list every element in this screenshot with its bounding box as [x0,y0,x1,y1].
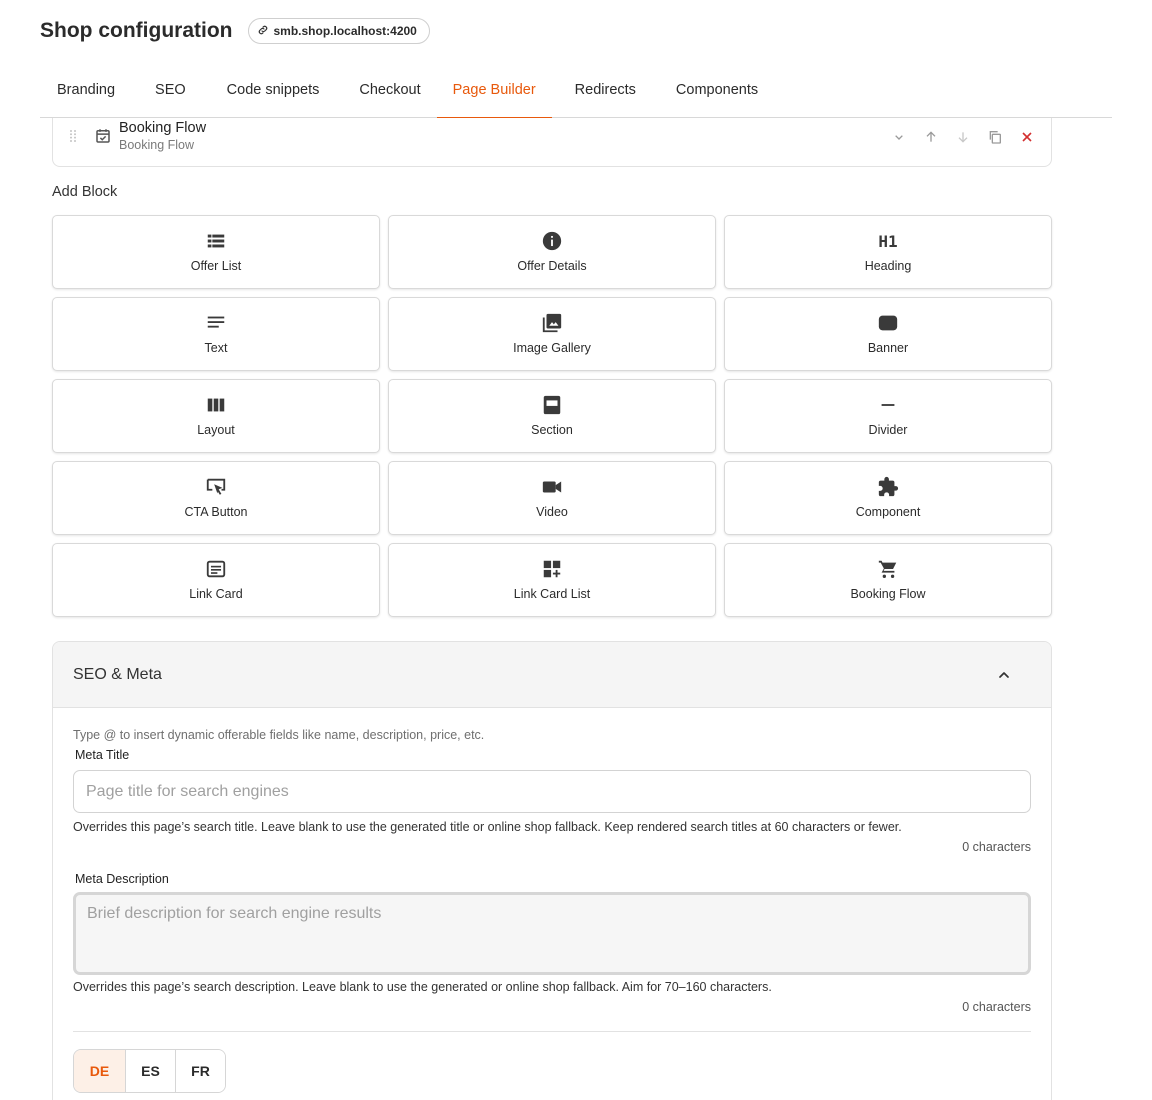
meta-description-counter: 0 characters [962,1000,1031,1014]
meta-title-counter: 0 characters [962,840,1031,854]
block-label: Offer Details [517,259,587,273]
block-row-booking-flow[interactable] [52,118,1052,167]
add-link-card-list-button[interactable] [388,543,716,617]
columns-icon [205,394,227,416]
tab-checkout[interactable]: Checkout [359,81,421,98]
add-text-button[interactable] [52,297,380,371]
block-row-actions [889,127,1037,147]
host-badge[interactable] [248,18,429,44]
expand-icon[interactable] [889,127,909,147]
add-video-button[interactable] [388,461,716,535]
move-down-icon[interactable] [953,127,973,147]
meta-title-input[interactable] [73,770,1031,813]
text-lines-icon [205,312,227,334]
tab-seo[interactable]: SEO [155,81,186,98]
h1-icon: H1 [878,231,898,251]
add-section-button[interactable] [388,379,716,453]
divider-icon [877,394,899,416]
add-image-gallery-button[interactable] [388,297,716,371]
add-layout-button[interactable] [52,379,380,453]
add-heading-button[interactable] [724,215,1052,289]
meta-description-help: Overrides this page’s search description. Leave blank to use the generated or online shop fallback. Aim for 70–160 characters. [73,980,772,994]
block-label: Link Card [189,587,243,601]
page-header [40,18,430,44]
chevron-up-icon[interactable] [989,660,1019,690]
block-grid [52,215,1052,617]
calendar-check-icon [94,127,112,145]
add-banner-button[interactable] [724,297,1052,371]
tab-components[interactable]: Components [675,81,759,98]
dynamic-fields-hint: Type @ to insert dynamic offerable fields like name, description, price, etc. [73,728,485,742]
tab-bar [40,68,1112,118]
host-label: smb.shop.localhost:4200 [273,24,417,38]
block-label: Booking Flow [850,587,926,601]
add-link-card-button[interactable] [52,543,380,617]
info-icon [541,230,563,252]
block-label: Text [204,341,228,355]
block-label: Component [855,505,921,519]
cursor-click-icon [205,476,227,498]
page-title: Shop configuration [40,19,233,42]
link-card-icon [205,558,227,580]
tab-redirects[interactable]: Redirects [574,81,636,98]
tab-branding[interactable]: Branding [57,81,116,98]
meta-description-textarea[interactable] [73,892,1031,975]
cart-icon [877,558,899,580]
block-row-subtitle: Booking Flow [119,138,195,152]
add-booking-flow-button[interactable] [724,543,1052,617]
photo-library-icon [541,312,563,334]
add-offer-list-button[interactable] [52,215,380,289]
add-cta-button-button[interactable] [52,461,380,535]
move-up-icon[interactable] [921,127,941,147]
language-switcher [73,1049,226,1093]
block-label: Layout [197,423,235,437]
drag-handle-icon[interactable] [69,129,77,143]
link-icon [257,24,269,39]
add-divider-button[interactable] [724,379,1052,453]
delete-icon[interactable] [1017,127,1037,147]
block-label: Link Card List [513,587,591,601]
seo-meta-header[interactable] [53,642,1051,708]
add-block-title: Add Block [52,184,118,200]
block-row-title: Booking Flow [119,120,207,136]
language-de-button[interactable]: DE [74,1050,126,1092]
tab-code-snippets[interactable]: Code snippets [226,81,320,98]
duplicate-icon[interactable] [985,127,1005,147]
block-label: Heading [864,259,912,273]
videocam-icon [541,476,563,498]
seo-meta-panel [52,641,1052,1100]
language-es-button[interactable]: ES [126,1050,176,1092]
meta-description-label: Meta Description [75,872,169,886]
block-label: Offer List [190,259,242,273]
list-icon [205,230,227,252]
meta-title-label: Meta Title [75,748,130,762]
block-label: Section [531,423,573,437]
add-component-button[interactable] [724,461,1052,535]
meta-title-help: Overrides this page’s search title. Leave blank to use the generated title or online shop fallback. Keep rendered search titles at 60 characters or fewer. [73,820,902,834]
banner-icon [877,312,899,334]
section-icon [541,394,563,416]
block-label: Divider [868,423,908,437]
block-label: Banner [867,341,909,355]
puzzle-icon [877,476,899,498]
dashboard-add-icon [541,558,563,580]
block-label: Image Gallery [513,341,591,355]
add-offer-details-button[interactable] [388,215,716,289]
language-fr-button[interactable]: FR [176,1050,225,1092]
block-label: Video [536,505,568,519]
section-divider [73,1031,1031,1032]
tab-page-builder[interactable]: Page Builder [437,68,552,118]
seo-meta-title: SEO & Meta [73,665,162,683]
block-label: CTA Button [184,505,248,519]
